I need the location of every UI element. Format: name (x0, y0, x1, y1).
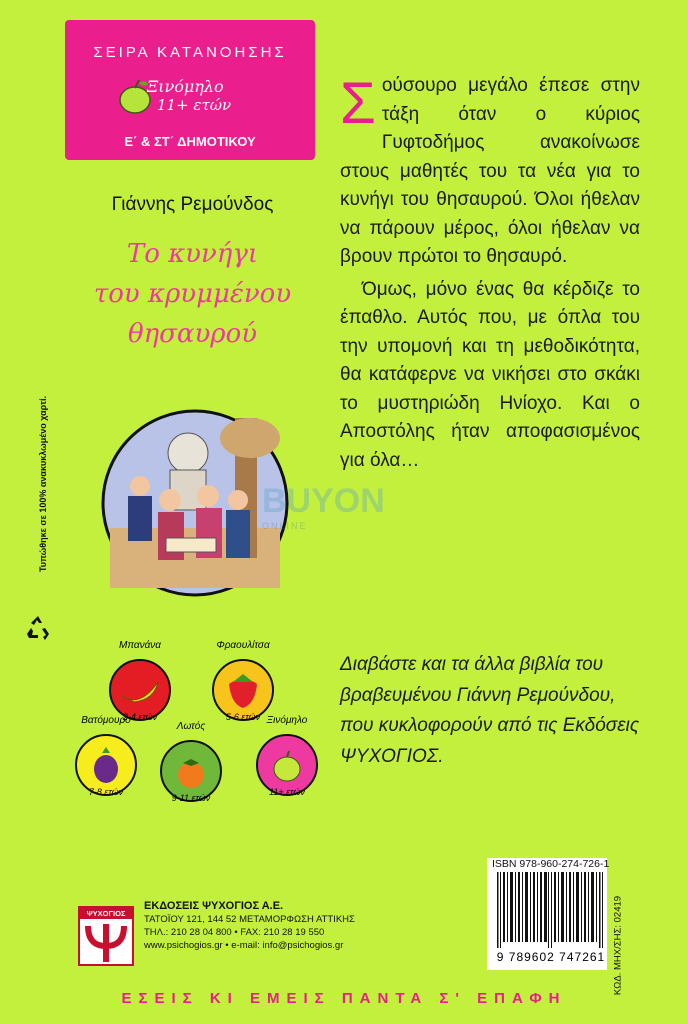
green-apple-icon (274, 757, 300, 781)
blurb-paragraph: ούσουρο μεγάλο έπεσε στην τάξη όταν ο κύριος Γυφτοδήμος ανακοίνωσε στους μαθητές του τα νέα για το κυνήγι του θησαυρού. Όλοι ήθελαν να πάρουν μέρος, όλοι ήθελαν να βρουν πρώτοι το θησαυρό. (340, 75, 640, 267)
author-name: Γιάννης Ρεμούνδος (111, 194, 274, 215)
recycle-icon (24, 614, 52, 642)
badge-age: 5-6 ετών (225, 712, 261, 722)
series-box (65, 20, 315, 160)
machine-code (608, 895, 628, 1000)
series-brand-name: Ξινόμηλο (147, 77, 224, 96)
badge-age: 7-8 ετών (88, 787, 124, 797)
back-cover-blurb (340, 72, 640, 475)
blackberry-icon (94, 755, 118, 783)
watermark-sub: ONLINE (262, 521, 308, 531)
badge-label: Μπανάνα (119, 640, 161, 651)
machine-code-text: ΚΩΔ. ΜΗΧ/ΣΗΣ: 02419 (612, 895, 624, 996)
series-grade: Ε΄ & ΣΤ΄ ΔΗΜΟΤΙΚΟΥ (124, 134, 256, 149)
recycled-paper-text: Τυπώθηκε σε 100% ανακυκλωμένο χαρτί. (38, 395, 48, 573)
series-brand-age: 11+ ετών (157, 96, 232, 114)
publisher-info (144, 900, 444, 952)
barcode-digits: 9 789602 747261 (496, 950, 606, 964)
watermark-brand: BUYON (262, 482, 385, 520)
series-brand (147, 78, 231, 114)
blurb-paragraph: Όμως, μόνο ένας θα κέρδιζε το έπαθλο. Αυτός που, με όπλα του την υπομονή και τη μεθοδικότητα, θα κατάφερνε να νικήσει στο σκάκι το μυστηριώδη Ηνίοχο. Και ο Αποστόλης ήταν αποφασισμένος για όλα… (340, 278, 640, 471)
publisher-web: www.psichogios.gr • e-mail: info@psichogios.gr (144, 940, 344, 951)
badge-age: 2-4 ετών (122, 712, 158, 722)
badge-label: Βατόμουρο (81, 715, 131, 726)
barcode (495, 870, 605, 948)
badge-label: Λωτός (176, 721, 206, 732)
book-title-line: του κρυμμένου (93, 279, 292, 309)
publisher-address: ΤΑΤΟΪΟΥ 121, 144 52 ΜΕΤΑΜΟΡΦΩΣΗ ΑΤΤΙΚΗΣ (144, 914, 355, 925)
publisher-name: ΕΚΔΟΣΕΙΣ ΨΥΧΟΓΙΟΣ Α.Ε. (144, 900, 284, 912)
book-title-line: Το κυνήγι (126, 239, 259, 269)
badge-age: 11+ ετών (269, 787, 305, 797)
badge-label: Φραουλίτσα (216, 640, 270, 651)
drop-cap: Σ (340, 71, 376, 136)
series-title: ΣΕΙΡΑ ΚΑΤΑΝΟΗΣΗΣ (93, 44, 287, 61)
also-read-note: Διαβάστε και τα άλλα βιβλία του βραβευμένου Γιάννη Ρεμούνδου, που κυκλοφορούν από τις Εκδόσεις ΨΥΧΟΓΙΟΣ. (340, 654, 640, 767)
badge-label: Ξινόμηλο (266, 715, 308, 726)
isbn: ISBN 978-960-274-726-1 (492, 858, 610, 870)
badge-age: 9-11 ετών (171, 793, 211, 803)
publisher-logo-text: ΨΥΧΟΓΙΟΣ (86, 909, 126, 918)
recycled-paper-note (36, 366, 50, 606)
publisher-phone: ΤΗΛ.: 210 28 04 800 • FAX: 210 28 19 550 (144, 927, 325, 938)
book-title-line: θησαυρού (127, 319, 258, 349)
watermark (262, 482, 422, 542)
publisher-logo (78, 906, 134, 966)
book-title (60, 234, 325, 354)
tagline: ΕΣΕΙΣ ΚΙ ΕΜΕΙΣ ΠΑΝΤΑ Σ' ΕΠΑΦΗ (121, 990, 567, 1007)
